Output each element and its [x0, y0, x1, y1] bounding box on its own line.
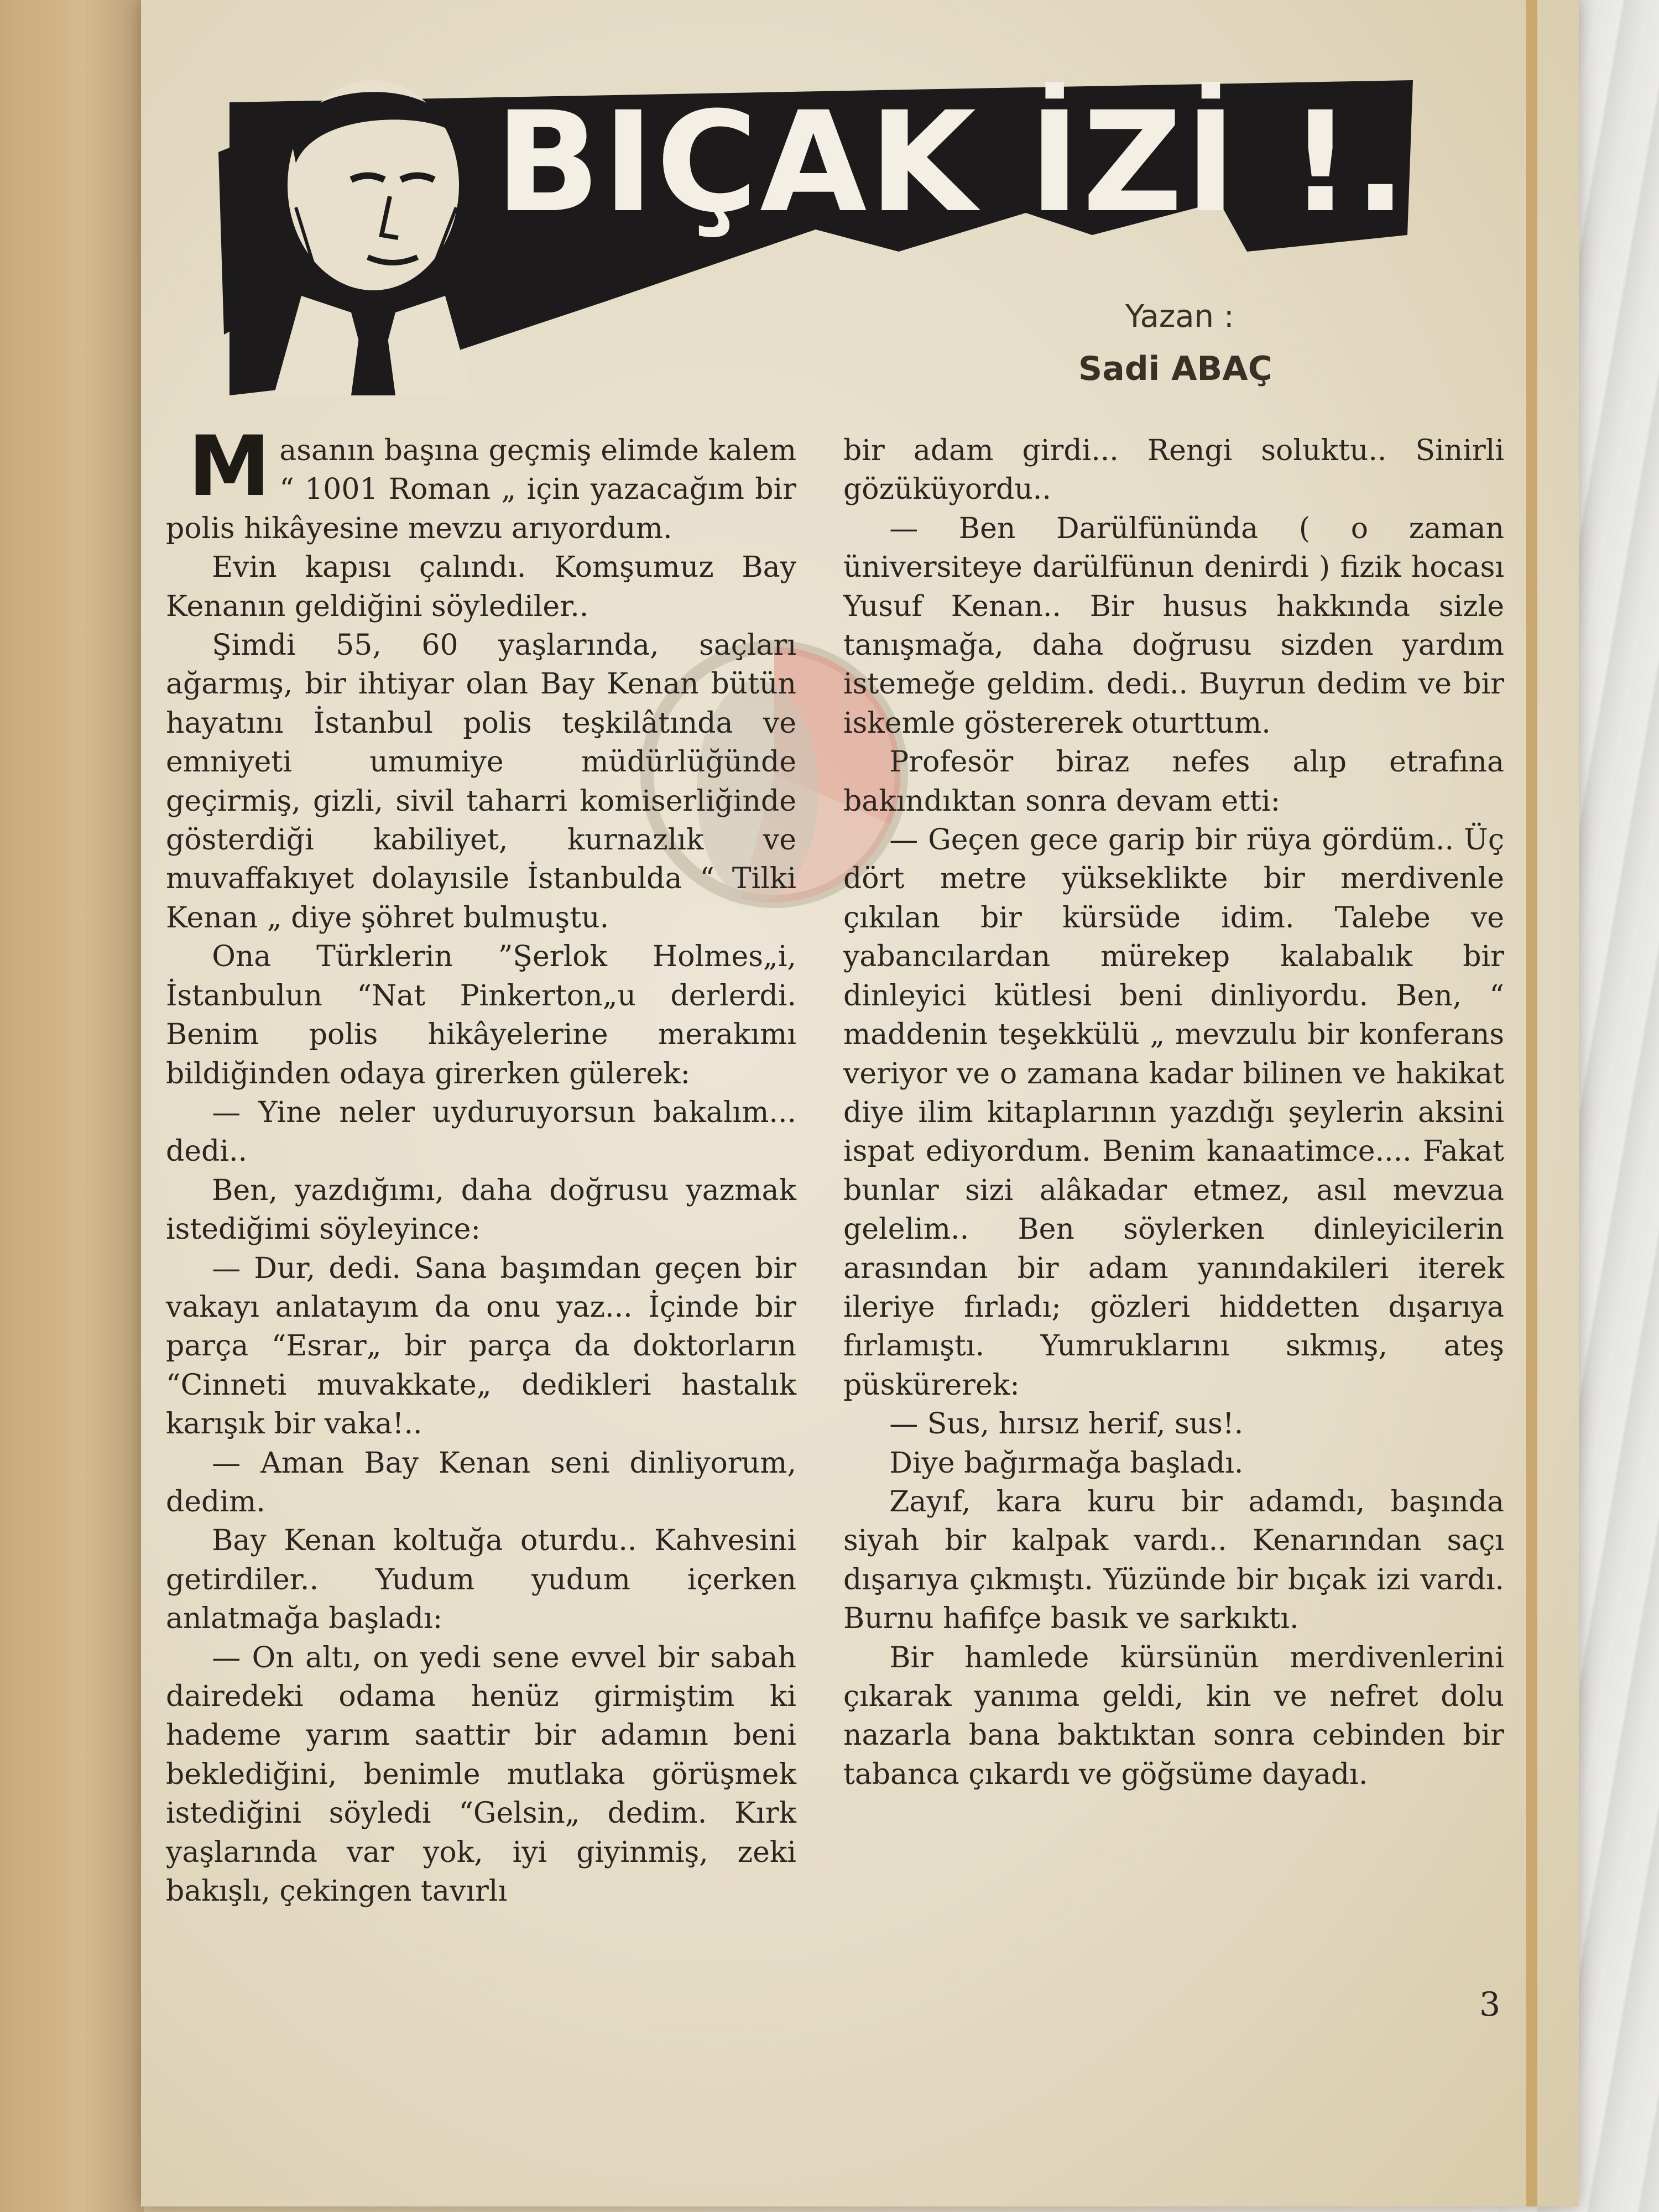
paragraph: Bir hamlede kürsünün merdivenlerini çıkarak yanıma geldi, kin ve nefret dolu nazarla bana baktıktan sonra cebinden bir tabanca çıkardı ve göğsüme dayadı. — [843, 1641, 1504, 1791]
paragraph: — On altı, on yedi sene evvel bir sabah dairedeki odama henüz girmiştim ki hademe yarım saattir bir adamın beni beklediğini, benimle mutlaka görüşmek istediğini söyledi “Gelsin„ dedim. Kırk yaşlarında var yok, iyi giyinmiş, zeki bakışlı, çekingen tavırlı — [166, 1641, 796, 1908]
paragraph: Evin kapısı çalındı. Komşumuz Bay Kenanın geldiğini söylediler.. — [166, 551, 796, 623]
paragraph: — Sus, hırsız herif, sus!. — [889, 1407, 1244, 1441]
paragraph: — Geçen gece garip bir rüya gördüm.. Üç dört metre yükseklikte bir merdivenle çıkılan bir kürsüde idim. Talebe ve yabancılardan mürekep kalabalık bir dinleyici kütlesi beni dinliyordu. Ben, “ maddenin teşekkülü „ mevzulu bir konferans veriyor ve o zamana kadar bilinen ve hakikat diye ilim kitaplarının yazdığı şeylerin aksini ispat ediyordum. Benim kanaatimce.... Fakat bunlar sizi alâkadar etmez, asıl mevzua gelelim.. Ben söylerken dinleyicilerin arasından bir adam yanındakileri iterek ileriye fırladı; gözleri hiddetten dışarıya fırlamıştı. Yumruklarını sıkmış, ateş püskürerek: — [843, 823, 1504, 1402]
paragraph: Profesör biraz nefes alıp etrafına bakındıktan sonra devam etti: — [843, 745, 1504, 818]
paragraph: Masanın başına geçmiş elimde kalem “ 1001 Roman „ için yazacağım bir polis hikâyesine mevzu arıyordum. — [166, 419, 796, 545]
byline-label: Yazan : — [1125, 299, 1234, 335]
page-left-margin — [0, 0, 144, 2212]
paragraph: bir adam girdi... Rengi soluktu.. Sinirli gözüküyordu.. — [843, 434, 1504, 507]
paragraph: Bay Kenan koltuğa oturdu.. Kahvesini getirdiler.. Yudum yudum içerken anlatmağa başladı: — [166, 1524, 796, 1636]
page-number: 3 — [1479, 1985, 1501, 2024]
author-name: Sadi ABAÇ — [1078, 349, 1272, 388]
paragraph: — Dur, dedi. Sana başımdan geçen bir vakayı anlatayım da onu yaz... İçinde bir parça “Esrar„ bir parça da doktorların “Cinneti muvakkate„ dedikleri hastalık karışık bir vaka!.. — [166, 1251, 796, 1441]
paragraph: Ben, yazdığımı, daha doğrusu yazmak istediğimi söyleyince: — [166, 1173, 796, 1246]
paragraph: — Yine neler uyduruyorsun bakalım... dedi.. — [166, 1095, 796, 1168]
man-illustration — [274, 80, 473, 395]
paragraph: — Aman Bay Kenan seni dinliyorum, dedim. — [166, 1446, 796, 1519]
dropcap: M — [188, 419, 271, 515]
paragraph: Diye bağırmağa başladı. — [889, 1446, 1244, 1480]
right-column — [843, 431, 1504, 1794]
paragraph: Ona Türklerin ”Şerlok Holmes„i, İstanbulun “Nat Pinkerton„u derlerdi. Benim polis hikâyelerine merakımı bildiğinden odaya girerken gülerek: — [166, 940, 796, 1091]
paragraph: Şimdi 55, 60 yaşlarında, saçları ağarmış, bir ihtiyar olan Bay Kenan bütün hayatını İstanbul polis teşkilâtında ve emniyeti umumiye müdürlüğünde geçirmiş, gizli, sivil taharri komiserliğinde gösterdiği kabiliyet, kurnazlık ve muvaffakıyet dolayısile İstanbulda “ Tilki Kenan „ diye şöhret bulmuştu. — [166, 629, 796, 935]
paragraph: Zayıf, kara kuru bir adamdı, başında siyah bir kalpak vardı.. Kenarından saçı dışarıya çıkmıştı. Yüzünde bir bıçak izi vardı. Burnu hafifçe basık ve sarkıktı. — [843, 1485, 1504, 1636]
left-column — [166, 419, 796, 1911]
paragraph: — Ben Darülfününda ( o zaman üniversiteye darülfünun denirdi ) fizik hocası Yusuf Kenan.. Bir husus hakkında sizle tanışmağa, daha doğrusu sizden yardım istemeğe geldim. dedi.. Buyrun dedim ve bir iskemle göstererek oturttum. — [843, 512, 1504, 740]
title-svg-text: BIÇAK İZİ !.. — [495, 82, 1413, 243]
title-banner — [207, 69, 1413, 395]
page-edge — [1526, 0, 1537, 2206]
